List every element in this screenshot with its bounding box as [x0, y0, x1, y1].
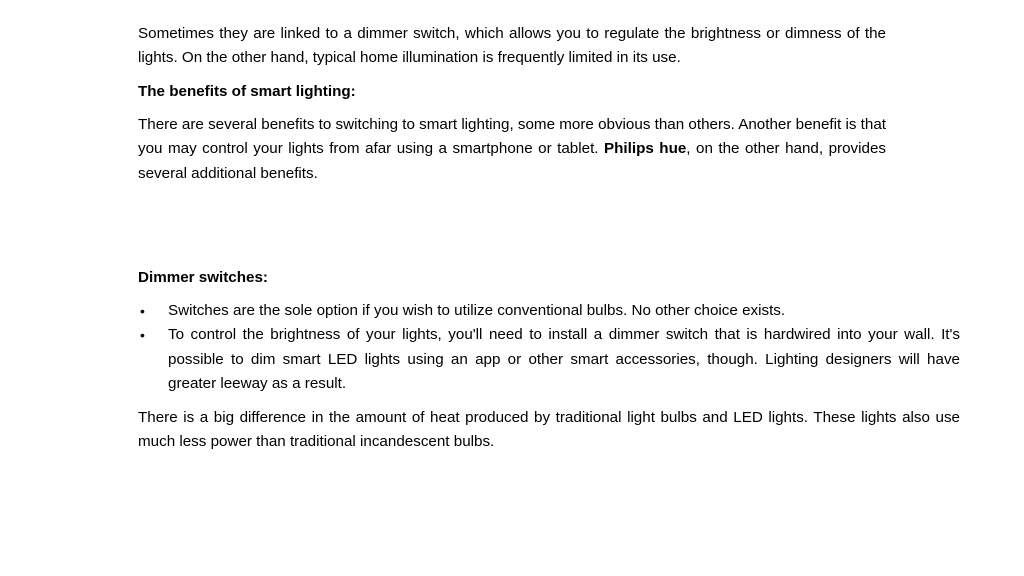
- benefits-paragraph: [138, 113, 886, 186]
- benefits-text-start: There are several benefits to switching to smart lighting, some more obvious than others. Another benefit is that you may control your lights from afar using a smartphone or tablet.: [138, 115, 886, 158]
- section-spacer: [138, 195, 960, 266]
- dimmer-bullet-list: [138, 299, 960, 397]
- list-item-text: To control the brightness of your lights, you'll need to install a dimmer switch that is hardwired into your wall. It's possible to dim smart LED lights using an app or other smart accessories, though. Lighting designers will have greater leeway as a result.: [168, 326, 960, 393]
- bullet-icon: •: [140, 327, 145, 344]
- list-item-text: Switches are the sole option if you wish to utilize conventional bulbs. No other choice exists.: [168, 302, 786, 320]
- philips-hue-bold: Philips hue: [604, 140, 687, 158]
- intro-paragraph: Sometimes they are linked to a dimmer switch, which allows you to regulate the brightness or dimness of the lights. On the other hand, typical home illumination is frequently limited in its use.: [138, 25, 886, 67]
- bullet-icon: •: [140, 303, 145, 320]
- dimmer-heading: Dimmer switches:: [138, 269, 268, 287]
- list-item: [138, 323, 960, 396]
- closing-paragraph: There is a big difference in the amount of heat produced by traditional light bulbs and LED lights. These lights also use much less power than traditional incandescent bulbs.: [138, 408, 960, 451]
- benefits-text-end: , on the other hand, provides several additional benefits.: [138, 140, 886, 182]
- benefits-heading: The benefits of smart lighting:: [138, 82, 356, 100]
- document-page: [138, 22, 960, 463]
- list-item: [138, 299, 960, 323]
